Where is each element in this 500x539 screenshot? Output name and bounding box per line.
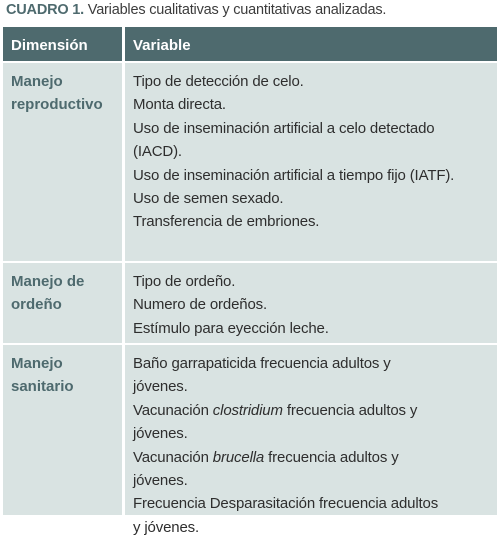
dimension-label — [11, 352, 119, 398]
variable-line: jóvenes. — [133, 425, 188, 443]
variable-line: Baño garrapaticida frecuencia adultos y — [133, 355, 391, 372]
variable-list — [133, 70, 493, 234]
variable-line: Tipo de ordeño. — [133, 273, 236, 290]
table-header-row — [3, 27, 497, 61]
variable-line: Uso de inseminación artificial a celo detectado — [133, 119, 435, 137]
header-cell-dimension — [3, 27, 122, 61]
variable-line: Vacunación brucella frecuencia adultos y — [133, 448, 399, 466]
header-variable-label: Variable — [133, 37, 191, 54]
dimension-cell — [3, 63, 122, 261]
variable-line: y jóvenes. — [133, 518, 200, 536]
variable-list — [133, 270, 493, 340]
variable-line: Uso de semen sexado. — [133, 190, 284, 208]
dimension-cell — [3, 345, 122, 515]
dimension-label — [11, 270, 119, 316]
variable-list — [133, 352, 493, 539]
dimension-line: Manejo de — [11, 273, 85, 290]
variable-line: Numero de ordeños. — [133, 296, 268, 314]
dimension-label — [11, 70, 119, 116]
dimension-line: ordeño — [11, 296, 62, 313]
variable-line: Monta directa. — [133, 96, 226, 114]
table-caption — [6, 2, 386, 18]
italic-term: brucella — [212, 448, 265, 466]
variable-line: jóvenes. — [133, 472, 188, 490]
variable-line: Vacunación clostridium frecuencia adultos y — [133, 401, 418, 419]
caption-text: Variables cualitativas y cuantitativas analizadas. — [83, 2, 387, 18]
italic-term: clostridium — [212, 401, 283, 419]
variable-cell — [125, 263, 497, 343]
header-dimension-label: Dimensión — [11, 37, 88, 54]
header-cell-variable — [125, 27, 497, 61]
dimension-line: Manejo — [11, 73, 63, 90]
table-row — [3, 63, 497, 261]
variable-line: Frecuencia Desparasitación frecuencia adultos — [133, 495, 439, 513]
table-row — [3, 345, 497, 536]
variables-table — [3, 27, 497, 536]
dimension-cell — [3, 263, 122, 343]
variable-line: Transferencia de embriones. — [133, 213, 320, 231]
dimension-line: Manejo — [11, 355, 63, 372]
caption-label: CUADRO 1. — [6, 2, 84, 18]
variable-line: Estímulo para eyección leche. — [133, 319, 329, 337]
table-row — [3, 263, 497, 343]
variable-line: (IACD). — [133, 143, 182, 161]
dimension-line: reproductivo — [11, 96, 103, 113]
variable-cell — [125, 63, 497, 261]
dimension-line: sanitario — [11, 378, 74, 395]
variable-line: Tipo de detección de celo. — [133, 73, 304, 90]
variable-line: Uso de inseminación artificial a tiempo fijo (IATF). — [133, 166, 455, 184]
variable-cell — [125, 345, 497, 536]
variable-line: jóvenes. — [133, 378, 188, 396]
